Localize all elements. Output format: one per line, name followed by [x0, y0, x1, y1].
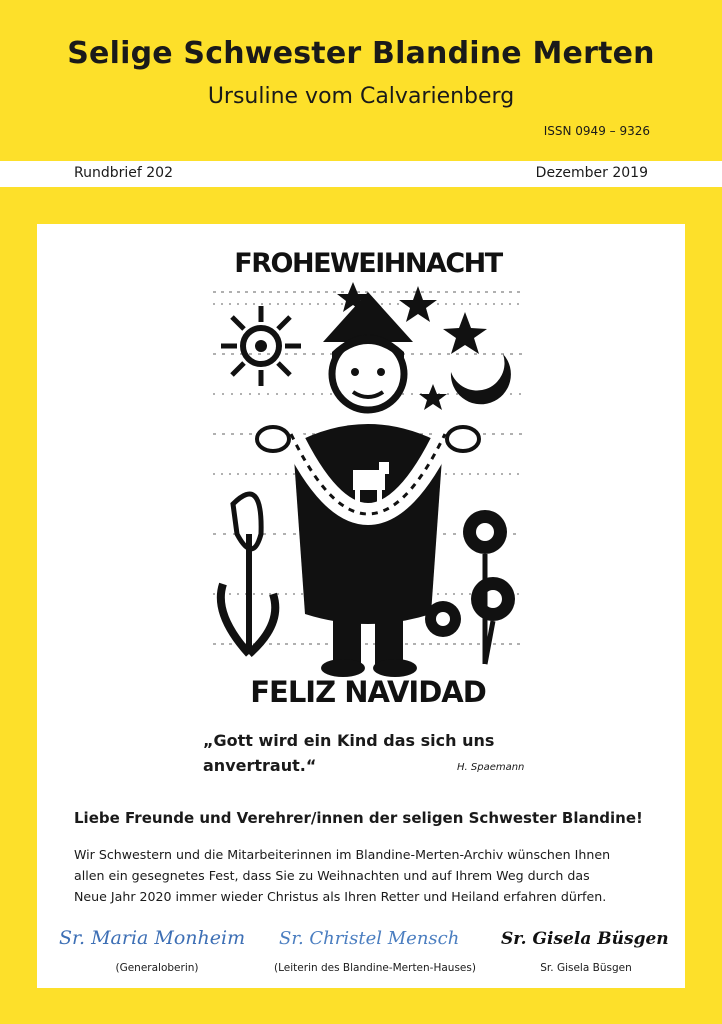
- signature-label: (Leiterin des Blandine-Merten-Hauses): [274, 962, 476, 974]
- artwork-bottom-text: FELIZ NAVIDAD: [250, 675, 486, 709]
- svg-text:Sr. Maria Monheim: Sr. Maria Monheim: [59, 927, 246, 949]
- signature-label: Sr. Gisela Büsgen: [540, 962, 632, 974]
- signature-maria-monheim: [55, 922, 265, 952]
- newsletter-subtitle: Ursuline vom Calvarienberg: [207, 84, 515, 109]
- signature-christel-mensch: [277, 922, 477, 952]
- newsletter-title: Selige Schwester Blandine Merten: [67, 36, 655, 71]
- artwork-top-text: FROHEWEIHNACHT: [234, 248, 502, 279]
- body-line: allen ein gesegnetes Fest, dass Sie zu Weihnachten und auf Ihrem Weg durch das: [74, 868, 590, 883]
- content-card: [37, 224, 685, 988]
- body-paragraph: [74, 844, 674, 907]
- issn-number: ISSN 0949 – 9326: [543, 124, 650, 138]
- svg-text:Sr. Gisela Büsgen: Sr. Gisela Büsgen: [501, 929, 669, 949]
- sun-icon: [221, 306, 301, 386]
- issue-strip: [0, 161, 722, 187]
- quote-author: H. Spaemann: [457, 762, 525, 773]
- issue-name: Rundbrief 202: [74, 165, 173, 181]
- issue-date: Dezember 2019: [535, 165, 648, 181]
- body-line: Neue Jahr 2020 immer wieder Christus als Ihren Retter und Heiland erfahren dürfen.: [74, 889, 607, 904]
- christmas-woodcut-illustration: [203, 234, 533, 710]
- greeting-heading: Liebe Freunde und Verehrer/innen der seligen Schwester Blandine!: [74, 809, 643, 827]
- svg-text:Sr. Christel Mensch: Sr. Christel Mensch: [279, 928, 460, 949]
- body-line: Wir Schwestern und die Mitarbeiterinnen im Blandine-Merten-Archiv wünschen Ihnen: [74, 847, 611, 862]
- quote-line: anvertraut.“: [203, 756, 317, 775]
- signature-label: (Generaloberin): [115, 962, 199, 974]
- signature-gisela-busgen: [499, 922, 679, 952]
- quote-line: „Gott wird ein Kind das sich uns: [203, 731, 495, 750]
